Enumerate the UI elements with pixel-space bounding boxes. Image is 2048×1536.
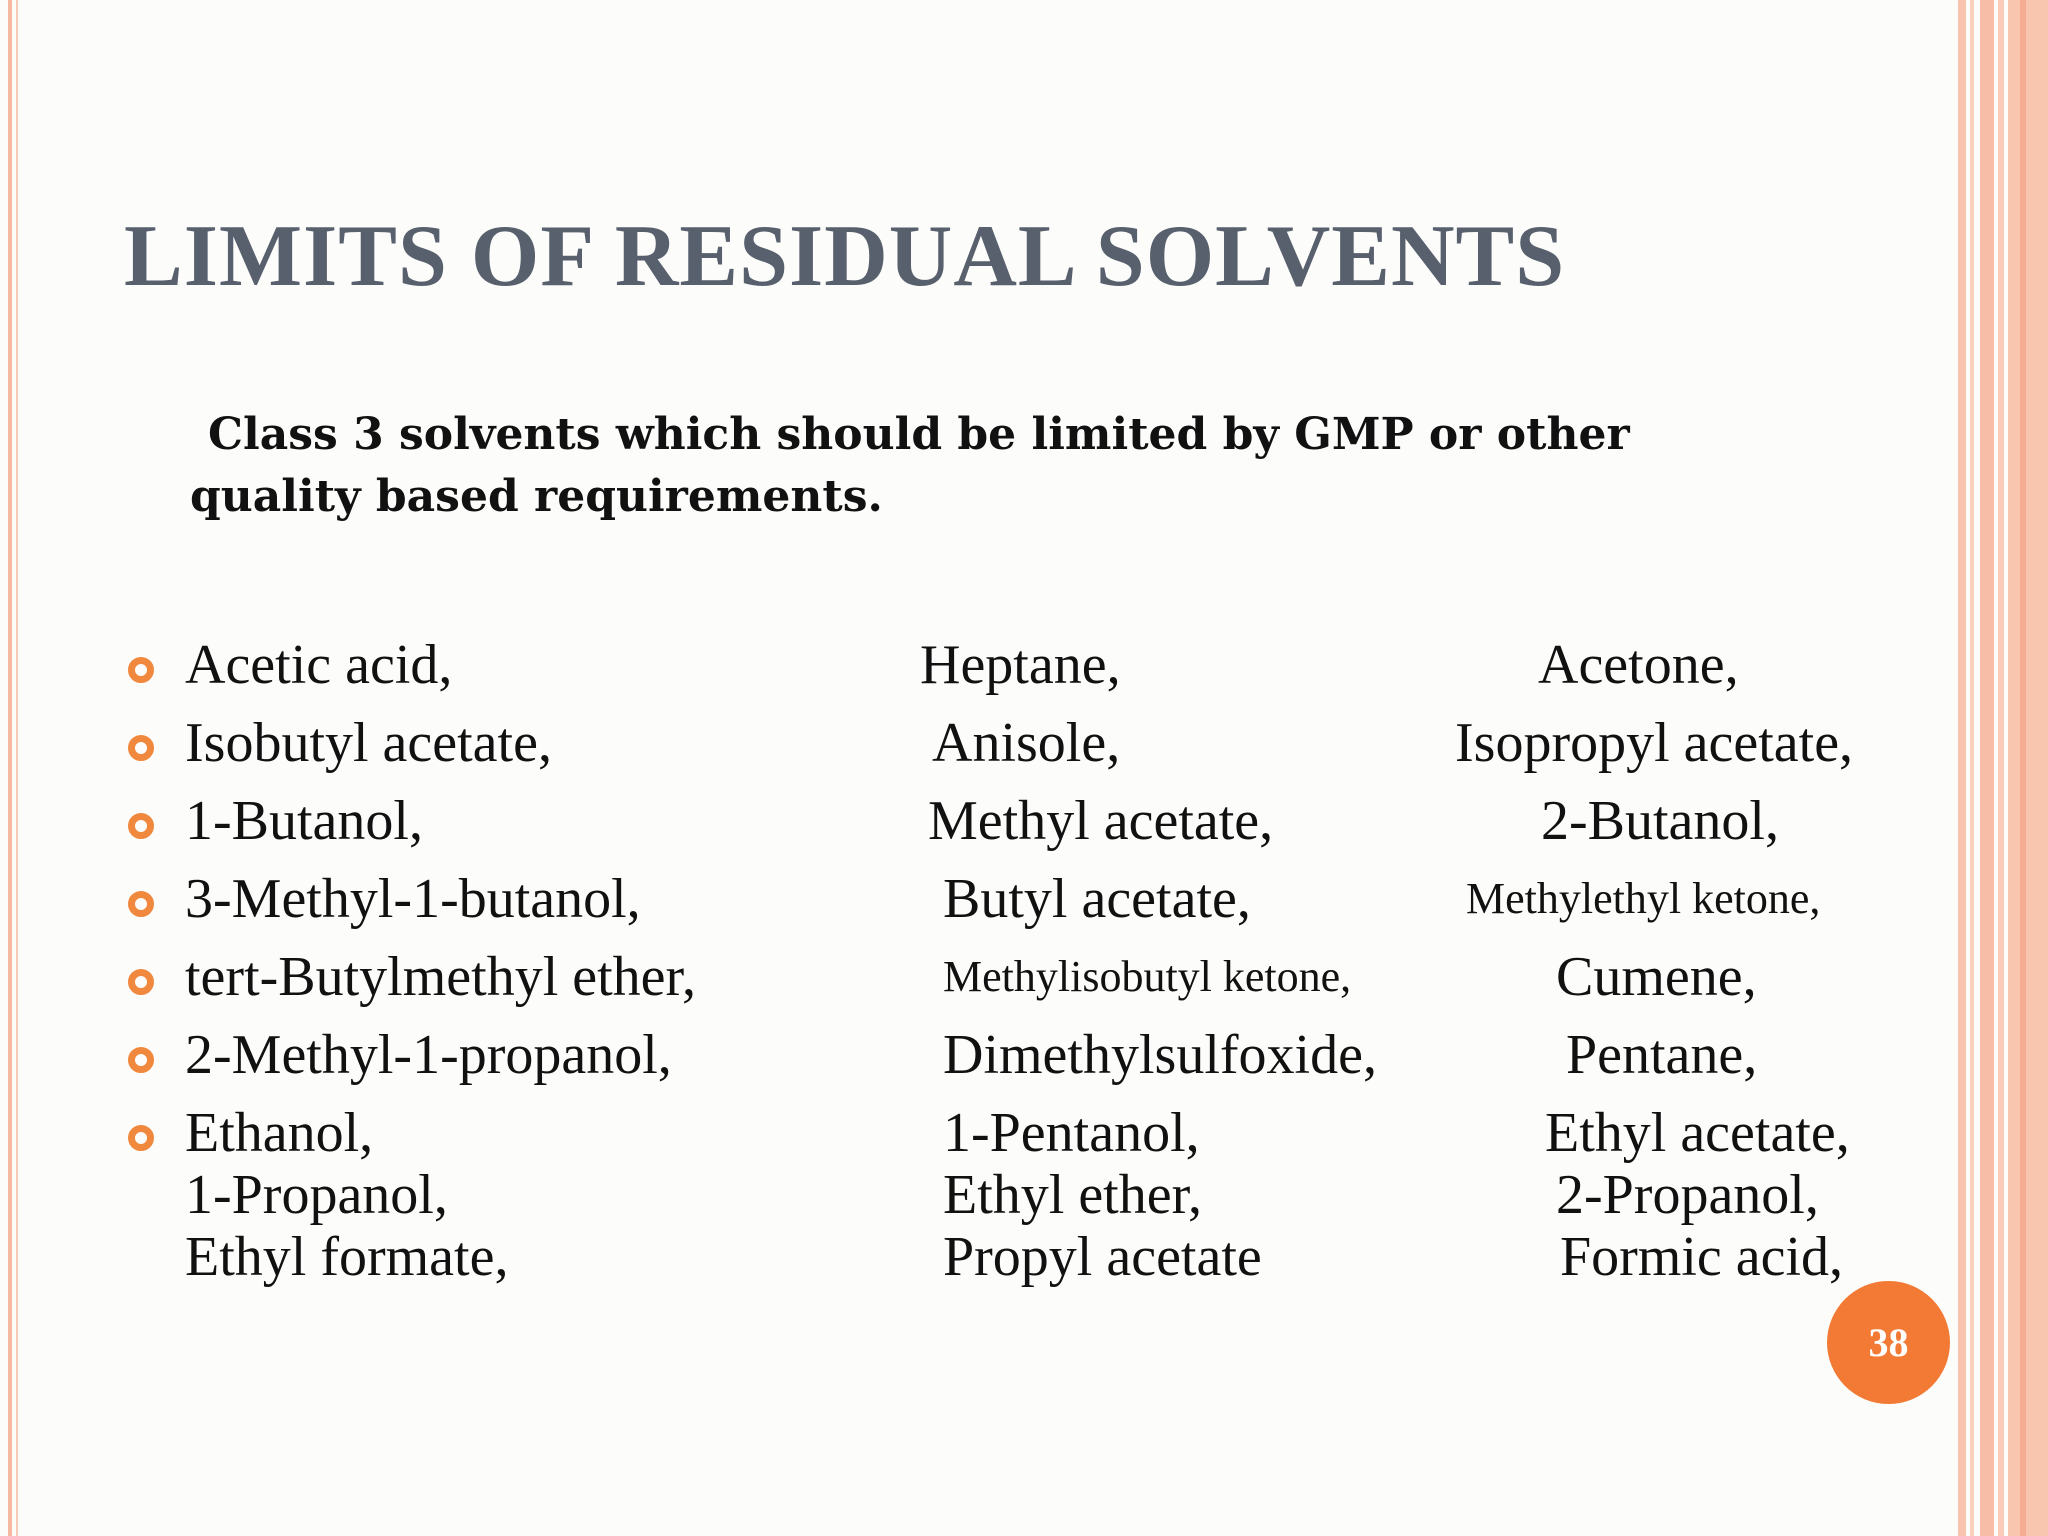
solvent-item: Acetone, <box>1538 634 1739 696</box>
solvent-item: Acetic acid, <box>185 634 453 696</box>
left-border-line <box>16 0 18 1536</box>
right-border-band <box>1998 0 2004 1536</box>
solvent-item: Methylisobutyl ketone, <box>943 952 1352 1001</box>
left-border-line <box>8 0 12 1536</box>
right-border-band <box>1970 0 1974 1536</box>
bullet-icon <box>128 813 154 839</box>
bullet-icon <box>128 1047 154 1073</box>
solvent-item: Dimethylsulfoxide, <box>943 1024 1377 1086</box>
slide-title: LIMITS OF RESIDUAL SOLVENTS <box>124 208 1566 305</box>
bullet-icon <box>128 969 154 995</box>
solvent-item: Ethyl acetate, <box>1545 1102 1850 1164</box>
solvent-item: Propyl acetate <box>943 1226 1262 1288</box>
bullet-icon <box>128 735 154 761</box>
solvent-item: 1-Pentanol, <box>943 1102 1200 1164</box>
right-border-band <box>2008 0 2048 1536</box>
solvent-item: Isobutyl acetate, <box>185 712 552 774</box>
slide-subtitle <box>190 404 1830 528</box>
solvent-item: Isopropyl acetate, <box>1455 712 1854 774</box>
bullet-icon <box>128 891 154 917</box>
solvent-item: 2-Butanol, <box>1541 790 1779 852</box>
solvent-item: Ethyl ether, <box>943 1164 1202 1226</box>
solvent-item: Formic acid, <box>1560 1226 1844 1288</box>
right-border-band <box>1958 0 1966 1536</box>
solvent-item: Pentane, <box>1566 1024 1758 1086</box>
solvent-item: Ethanol, <box>185 1102 374 1164</box>
solvent-item: Butyl acetate, <box>943 868 1251 930</box>
solvent-item: Methyl acetate, <box>928 790 1274 852</box>
right-border-band <box>2020 0 2026 1536</box>
solvent-item: Anisole, <box>932 712 1121 774</box>
subtitle-line-2: quality based requirements. <box>190 471 883 522</box>
bullet-icon <box>128 657 154 683</box>
solvent-item: 2-Methyl-1-propanol, <box>185 1024 672 1086</box>
subtitle-line-1: Class 3 solvents which should be limited by GMP or other <box>208 409 1630 460</box>
page-number-badge: 38 <box>1827 1281 1950 1404</box>
solvent-item: Methylethyl ketone, <box>1466 874 1821 923</box>
bullet-icon <box>128 1125 154 1151</box>
solvent-item: Cumene, <box>1556 946 1757 1008</box>
solvent-item: Ethyl formate, <box>185 1226 509 1288</box>
solvent-item: Heptane, <box>920 634 1121 696</box>
solvent-item: 1-Propanol, <box>185 1164 448 1226</box>
solvent-item: 3-Methyl-1-butanol, <box>185 868 641 930</box>
solvent-item: 2-Propanol, <box>1556 1164 1819 1226</box>
right-border-band <box>1980 0 1994 1536</box>
solvent-item: 1-Butanol, <box>185 790 423 852</box>
solvent-item: tert-Butylmethyl ether, <box>185 946 696 1008</box>
